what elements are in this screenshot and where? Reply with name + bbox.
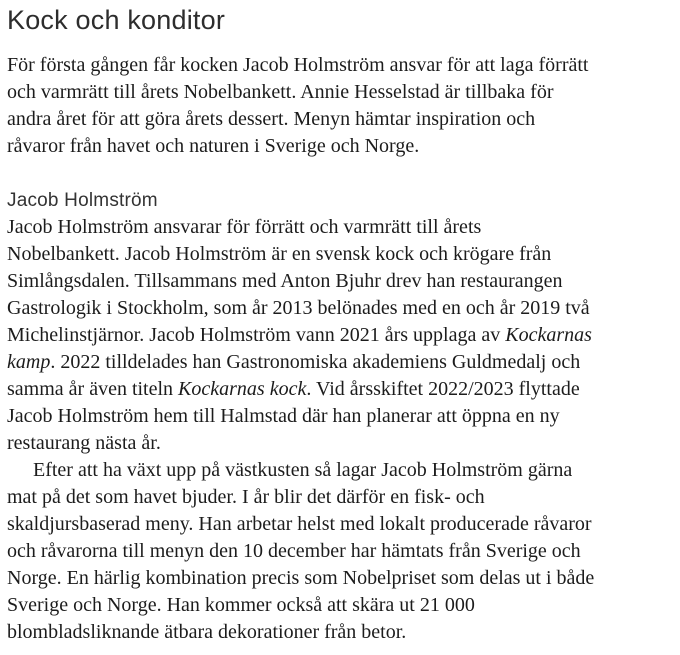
text-line: Gastrologik i Stockholm, som år 2013 belönades med en och år 2019 två bbox=[7, 297, 590, 319]
section-heading: Jacob Holmström bbox=[7, 190, 158, 211]
text-line: och råvarorna till menyn den 10 december har hämtats från Sverige och bbox=[7, 540, 581, 562]
text-line: samma år även titeln Kockarnas kock. Vid årsskiftet 2022/2023 flyttade bbox=[7, 378, 580, 400]
text-line: blombladsliknande ätbara dekorationer från betor. bbox=[7, 621, 407, 643]
intro-paragraph bbox=[7, 52, 672, 160]
text-line: andra året för att göra årets dessert. Menyn hämtar inspiration och bbox=[7, 108, 536, 130]
text-line: Simlångsdalen. Tillsammans med Anton Bjuhr drev han restaurangen bbox=[7, 270, 563, 292]
section-paragraph-1 bbox=[7, 214, 672, 457]
text-line: Jacob Holmström ansvarar för förrätt och varmrätt till årets bbox=[7, 216, 482, 238]
page-title: Kock och konditor bbox=[7, 5, 226, 35]
text-line: Efter att ha växt upp på västkusten så lagar Jacob Holmström gärna bbox=[33, 459, 573, 481]
text-line: Sverige och Norge. Han kommer också att skära ut 21 000 bbox=[7, 594, 475, 616]
text-line: mat på det som havet bjuder. I år blir det därför en fisk- och bbox=[7, 486, 485, 508]
text-line: För första gången får kocken Jacob Holmström ansvar för att laga förrätt bbox=[7, 54, 589, 76]
text-line: och varmrätt till årets Nobelbankett. Annie Hesselstad är tillbaka för bbox=[7, 81, 554, 103]
text-line: restaurang nästa år. bbox=[7, 432, 161, 454]
text-line: skaldjursbaserad meny. Han arbetar helst med lokalt producerade råvaror bbox=[7, 513, 592, 535]
text-line: Jacob Holmström hem till Halmstad där han planerar att öppna en ny bbox=[7, 405, 560, 427]
text-line: Nobelbankett. Jacob Holmström är en svensk kock och krögare från bbox=[7, 243, 552, 265]
text-line: Michelinstjärnor. Jacob Holmström vann 2021 års upplaga av Kockarnas bbox=[7, 324, 592, 346]
text-line: kamp. 2022 tilldelades han Gastronomiska akademiens Guldmedalj och bbox=[7, 351, 581, 373]
section-paragraph-2 bbox=[7, 457, 672, 646]
text-line: råvaror från havet och naturen i Sverige och Norge. bbox=[7, 135, 420, 157]
text-line: Norge. En härlig kombination precis som Nobelpriset som delas ut i både bbox=[7, 567, 595, 589]
